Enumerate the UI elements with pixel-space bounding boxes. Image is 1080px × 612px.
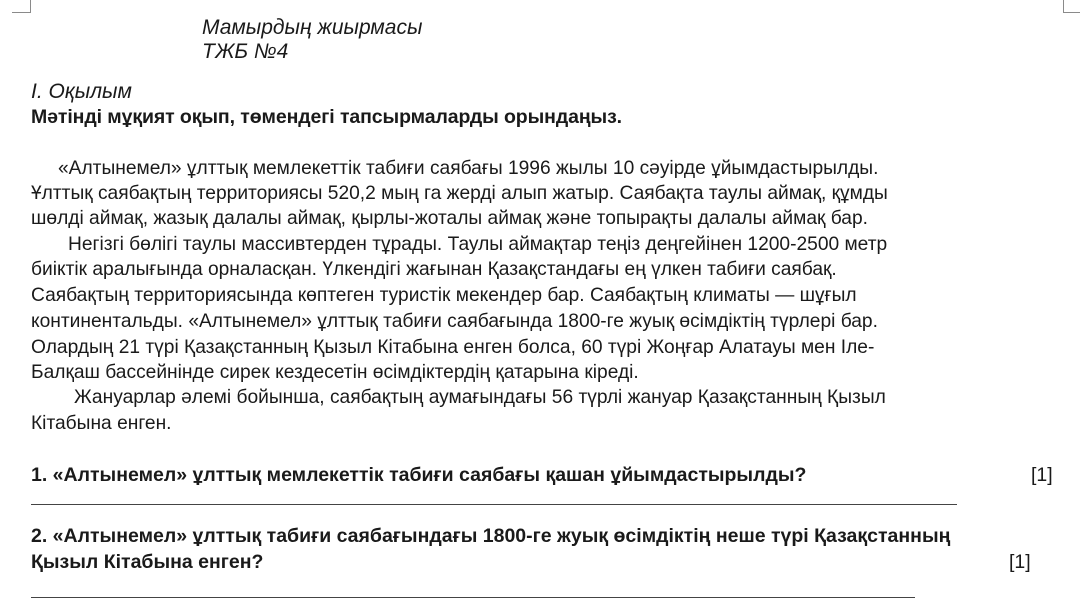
section-title: І. Оқылым bbox=[31, 80, 132, 103]
question-2-line-2: Қызыл Кітабына енген? bbox=[31, 551, 264, 573]
question-2-line-1: 2. «Алтынемел» ұлттық табиғи саябағындағы 1800-ге жуық өсімдіктің неше түрі Қазақстанның bbox=[31, 525, 951, 547]
answer-line-2[interactable] bbox=[31, 597, 915, 598]
text-line: Олардың 21 түрі Қазақстанның Қызыл Кітабына енген болса, 60 түрі Жоңғар Алатауы мен Іле- bbox=[31, 337, 875, 358]
question-2-mark: [1] bbox=[1009, 551, 1031, 573]
question-1-mark: [1] bbox=[1031, 464, 1053, 486]
answer-line-1[interactable] bbox=[31, 504, 957, 505]
header-date: Мамырдың жиырмасы bbox=[202, 16, 423, 39]
text-line: «Алтынемел» ұлттық мемлекеттік табиғи саябағы 1996 жылы 10 сәуірде ұйымдастырылды. bbox=[58, 158, 879, 179]
text-line: биіктік аралығында орналасқан. Үлкендігі жағынан Қазақстандағы ең үлкен табиғи саябақ. bbox=[31, 259, 837, 280]
question-1: 1. «Алтынемел» ұлттық мемлекеттік табиғи саябағы қашан ұйымдастырылды? bbox=[31, 464, 807, 486]
text-line: шөлді аймақ, жазық далалы аймақ, қырлы-жоталы аймақ және топырақты далалы аймақ бар. bbox=[31, 208, 868, 229]
text-line: Ұлттық саябақтың территориясы 520,2 мың га жерді алып жатыр. Саябақта таулы аймақ, құмды bbox=[31, 183, 888, 204]
header-test-number: ТЖБ №4 bbox=[202, 40, 289, 63]
text-line: Саябақтың территориясында көптеген туристік мекендер бар. Саябақтың климаты — шұғыл bbox=[31, 285, 857, 306]
text-line: континентальды. «Алтынемел» ұлттық табиғи саябағында 1800-ге жуық өсімдіктің түрлері бар. bbox=[31, 311, 878, 332]
text-line: Кітабына енген. bbox=[31, 413, 172, 434]
text-line: Балқаш бассейнінде сирек кездесетін өсімдіктердің қатарына кіреді. bbox=[31, 362, 639, 383]
text-line: Негізгі бөлігі таулы массивтерден тұрады. Таулы аймақтар теңіз деңгейінен 1200-2500 метр bbox=[68, 234, 888, 255]
page-corner-mark-left bbox=[12, 0, 31, 13]
document-header bbox=[202, 16, 422, 64]
page-corner-mark-right bbox=[1063, 0, 1080, 13]
task-instruction: Мәтінді мұқият оқып, төмендегі тапсырмаларды орындаңыз. bbox=[31, 106, 623, 128]
text-line: Жануарлар әлемі бойынша, саябақтың аумағындағы 56 түрлі жануар Қазақстанның Қызыл bbox=[74, 387, 886, 408]
